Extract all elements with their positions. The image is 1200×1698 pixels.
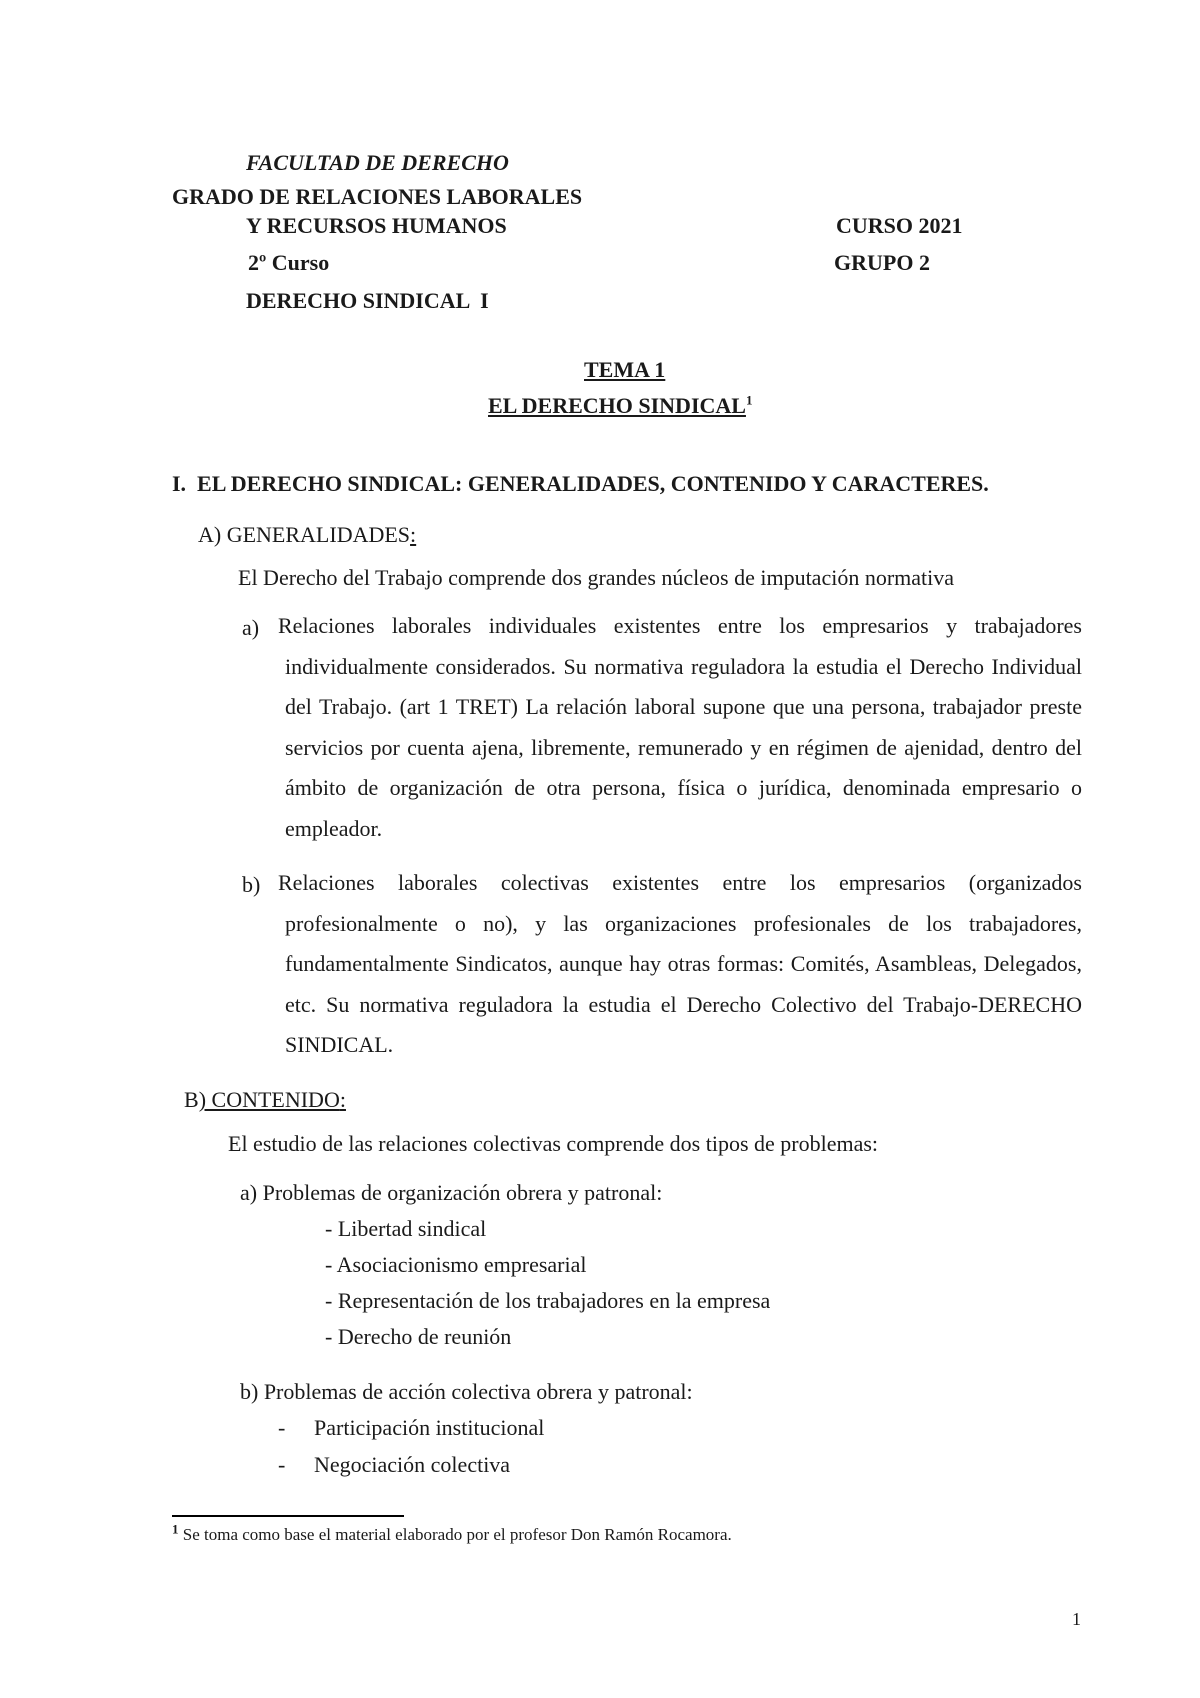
- group-b-dash: -: [278, 1415, 286, 1440]
- faculty-name: FACULTAD DE DERECHO: [246, 150, 509, 175]
- group-b-dash: -: [278, 1452, 286, 1477]
- group-a-item: - Representación de los trabajadores en la empresa: [325, 1288, 771, 1313]
- item-b-marker: b): [242, 872, 261, 897]
- degree-line-2: Y RECURSOS HUMANOS: [246, 213, 507, 238]
- group-b-title: b) Problemas de acción colectiva obrera y patronal:: [240, 1379, 693, 1404]
- group-label: GRUPO 2: [834, 250, 930, 275]
- course-year: CURSO 2021: [836, 213, 963, 238]
- footnote-divider: [172, 1515, 404, 1517]
- footnote: [172, 1521, 732, 1545]
- item-a-marker: a): [242, 615, 260, 640]
- subsection-b-prefix: B: [184, 1087, 199, 1112]
- subsection-b-label: ) CONTENIDO: [198, 1087, 340, 1112]
- subsection-a-prefix: A): [198, 522, 227, 547]
- topic-number: TEMA 1: [584, 357, 666, 382]
- section-heading: I. EL DERECHO SINDICAL: GENERALIDADES, CONTENIDO Y CARACTERES.: [172, 471, 989, 496]
- item-a-text: Relaciones laborales individuales existentes entre los empresarios y trabajadores individualmente considerados. Su normativa reguladora la estudia el Derecho Individual del Trabajo. (art 1 TRET) La relación laboral supone que una persona, trabajador preste servicios por cuenta ajena, libremente, remunerado y en régimen de ajenidad, dentro del ámbito de organización de otra persona, física o jurídica, denominada empresario o empleador.: [278, 613, 1082, 841]
- group-a-title: a) Problemas de organización obrera y patronal:: [240, 1180, 663, 1205]
- group-b-item: Participación institucional: [314, 1415, 545, 1440]
- subsection-b-heading: [184, 1087, 346, 1113]
- footnote-mark: 1: [172, 1521, 179, 1537]
- topic-title-text: EL DERECHO SINDICAL: [488, 393, 746, 418]
- topic-title: [488, 393, 752, 419]
- degree-line-1: GRADO DE RELACIONES LABORALES: [172, 184, 583, 209]
- page-number: 1: [1072, 1609, 1081, 1629]
- group-a-item: - Asociacionismo empresarial: [325, 1252, 587, 1277]
- subject-name: DERECHO SINDICAL I: [246, 288, 489, 313]
- subsection-b-intro: El estudio de las relaciones colectivas comprende dos tipos de problemas:: [228, 1131, 879, 1156]
- group-b-item: Negociación colectiva: [314, 1452, 511, 1477]
- subsection-a-heading: [198, 522, 416, 548]
- group-a-item: - Libertad sindical: [325, 1216, 487, 1241]
- topic-footnote-mark: 1: [745, 392, 753, 408]
- item-b-text: Relaciones laborales colectivas existentes entre los empresarios (organizados profesionalmente o no), y las organizaciones profesionales de los trabajadores, fundamentalmente Sindicatos, aunque hay otras formas: Comités, Asambleas, Delegados, etc. Su normativa reguladora la estudia el Derecho Colectivo del Trabajo-DERECHO SINDICAL.: [278, 870, 1082, 1057]
- subsection-a-intro: El Derecho del Trabajo comprende dos grandes núcleos de imputación normativa: [238, 565, 955, 590]
- course-level: 2º Curso: [248, 250, 330, 275]
- subsection-a-colon: :: [410, 522, 417, 547]
- footnote-text: Se toma como base el material elaborado por el profesor Don Ramón Rocamora.: [178, 1525, 732, 1544]
- group-a-item: - Derecho de reunión: [325, 1324, 512, 1349]
- subsection-a-label: GENERALIDADES: [226, 522, 411, 547]
- subsection-b-colon: :: [339, 1087, 346, 1112]
